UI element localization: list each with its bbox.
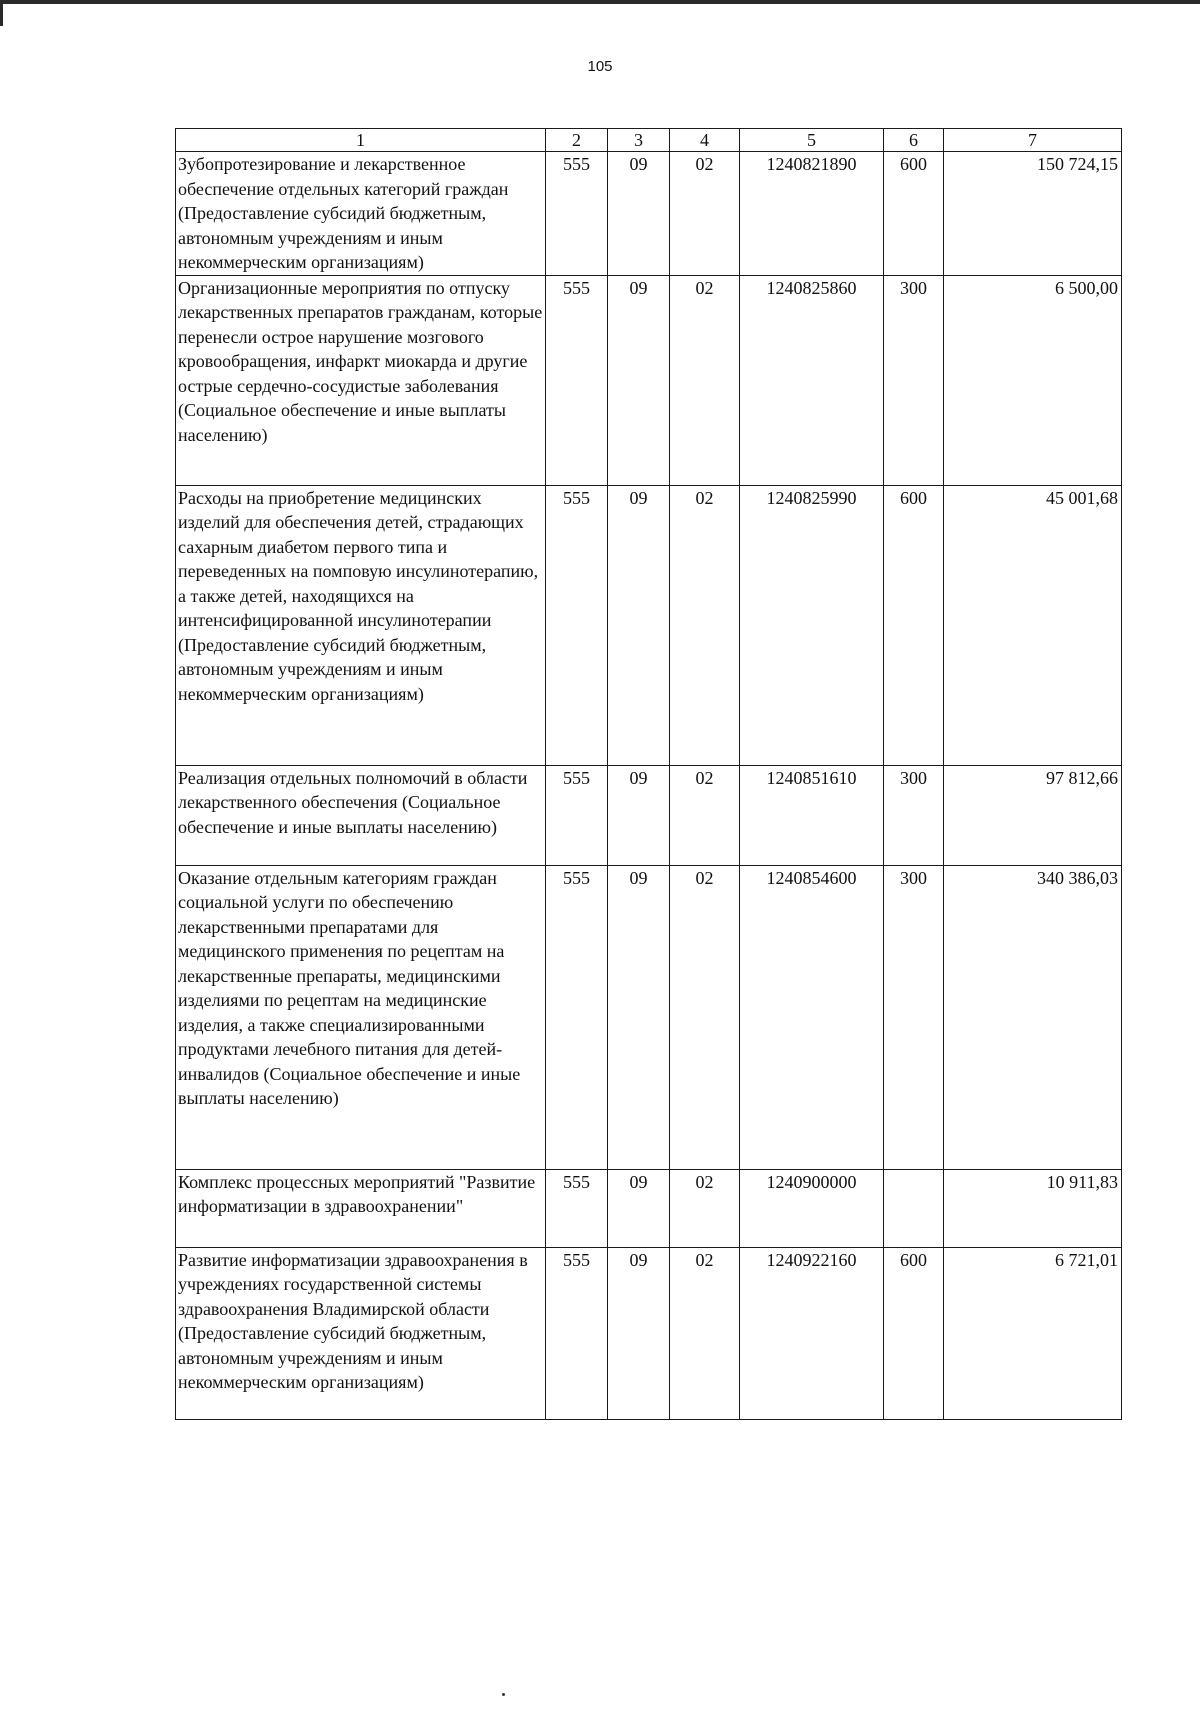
row-cell-col2: 555 — [546, 765, 608, 865]
row-cell-col3: 09 — [608, 865, 670, 1169]
row-cell-col3: 09 — [608, 275, 670, 485]
row-cell-col2: 555 — [546, 865, 608, 1169]
row-cell-col4: 02 — [670, 485, 740, 765]
row-cell-col4: 02 — [670, 865, 740, 1169]
column-header: 6 — [884, 129, 944, 152]
row-cell-col6: 600 — [884, 152, 944, 276]
row-cell-col3: 09 — [608, 1169, 670, 1247]
row-description: Оказание отдельным категориям граждан социальной услуги по обеспечению лекарственными препаратами для медицинского применения по рецептам на лекарственные препараты, медицинскими изделиями по рецептам на медицинские изделия, а также специализированными продуктами лечебного питания для детей-инвалидов (Социальное обеспечение и иные выплаты населению) — [176, 865, 546, 1169]
scan-speck — [502, 1693, 505, 1696]
table-row — [176, 152, 1122, 276]
row-cell-col4: 02 — [670, 275, 740, 485]
table-row — [176, 1247, 1122, 1419]
row-cell-col5: 1240821890 — [740, 152, 884, 276]
row-cell-amount: 45 001,68 — [944, 485, 1122, 765]
scan-edge-top — [0, 0, 1200, 4]
row-cell-amount: 6 721,01 — [944, 1247, 1122, 1419]
budget-table — [175, 128, 1122, 1420]
row-cell-col3: 09 — [608, 1247, 670, 1419]
row-cell-col4: 02 — [670, 765, 740, 865]
page-number: 105 — [587, 58, 613, 75]
row-cell-col4: 02 — [670, 1169, 740, 1247]
table-row — [176, 485, 1122, 765]
table-row — [176, 865, 1122, 1169]
row-cell-col3: 09 — [608, 765, 670, 865]
row-cell-col6: 600 — [884, 1247, 944, 1419]
column-header: 7 — [944, 129, 1122, 152]
column-header: 4 — [670, 129, 740, 152]
row-cell-amount: 97 812,66 — [944, 765, 1122, 865]
row-description: Комплекс процессных мероприятий "Развитие информатизации в здравоохранении" — [176, 1169, 546, 1247]
row-cell-col2: 555 — [546, 485, 608, 765]
row-cell-col5: 1240851610 — [740, 765, 884, 865]
row-cell-col5: 1240900000 — [740, 1169, 884, 1247]
scan-edge-left — [0, 0, 3, 26]
column-header: 1 — [176, 129, 546, 152]
row-cell-col5: 1240825860 — [740, 275, 884, 485]
row-cell-col3: 09 — [608, 485, 670, 765]
row-cell-col2: 555 — [546, 152, 608, 276]
column-header: 5 — [740, 129, 884, 152]
row-cell-col2: 555 — [546, 1247, 608, 1419]
row-description: Развитие информатизации здравоохранения в учреждениях государственной системы здравоохранения Владимирской области (Предоставление субсидий бюджетным, автономным учреждениям и иным некоммерческим организациям) — [176, 1247, 546, 1419]
row-cell-col6: 300 — [884, 275, 944, 485]
row-cell-amount: 6 500,00 — [944, 275, 1122, 485]
column-header: 2 — [546, 129, 608, 152]
row-cell-col6: 300 — [884, 765, 944, 865]
table-row — [176, 275, 1122, 485]
row-cell-col2: 555 — [546, 275, 608, 485]
table-header-row — [176, 129, 1122, 152]
row-cell-amount: 340 386,03 — [944, 865, 1122, 1169]
row-cell-col6: 600 — [884, 485, 944, 765]
row-cell-col2: 555 — [546, 1169, 608, 1247]
row-description: Реализация отдельных полномочий в области лекарственного обеспечения (Социальное обеспечение и иные выплаты населению) — [176, 765, 546, 865]
row-description: Организационные мероприятия по отпуску лекарственных препаратов гражданам, которые перенесли острое нарушение мозгового кровообращения, инфаркт миокарда и другие острые сердечно-сосудистые заболевания (Социальное обеспечение и иные выплаты населению) — [176, 275, 546, 485]
row-cell-col5: 1240854600 — [740, 865, 884, 1169]
row-cell-col6 — [884, 1169, 944, 1247]
row-cell-col6: 300 — [884, 865, 944, 1169]
row-cell-col4: 02 — [670, 1247, 740, 1419]
row-description: Расходы на приобретение медицинских изделий для обеспечения детей, страдающих сахарным диабетом первого типа и переведенных на помповую инсулинотерапию, а также детей, находящихся на интенсифицированной инсулинотерапии (Предоставление субсидий бюджетным, автономным учреждениям и иным некоммерческим организациям) — [176, 485, 546, 765]
table-row — [176, 1169, 1122, 1247]
row-cell-amount: 10 911,83 — [944, 1169, 1122, 1247]
row-cell-col3: 09 — [608, 152, 670, 276]
row-cell-col5: 1240922160 — [740, 1247, 884, 1419]
column-header: 3 — [608, 129, 670, 152]
row-cell-col4: 02 — [670, 152, 740, 276]
row-description: Зубопротезирование и лекарственное обеспечение отдельных категорий граждан (Предоставление субсидий бюджетным, автономным учреждениям и иным некоммерческим организациям) — [176, 152, 546, 276]
table-row — [176, 765, 1122, 865]
row-cell-col5: 1240825990 — [740, 485, 884, 765]
row-cell-amount: 150 724,15 — [944, 152, 1122, 276]
